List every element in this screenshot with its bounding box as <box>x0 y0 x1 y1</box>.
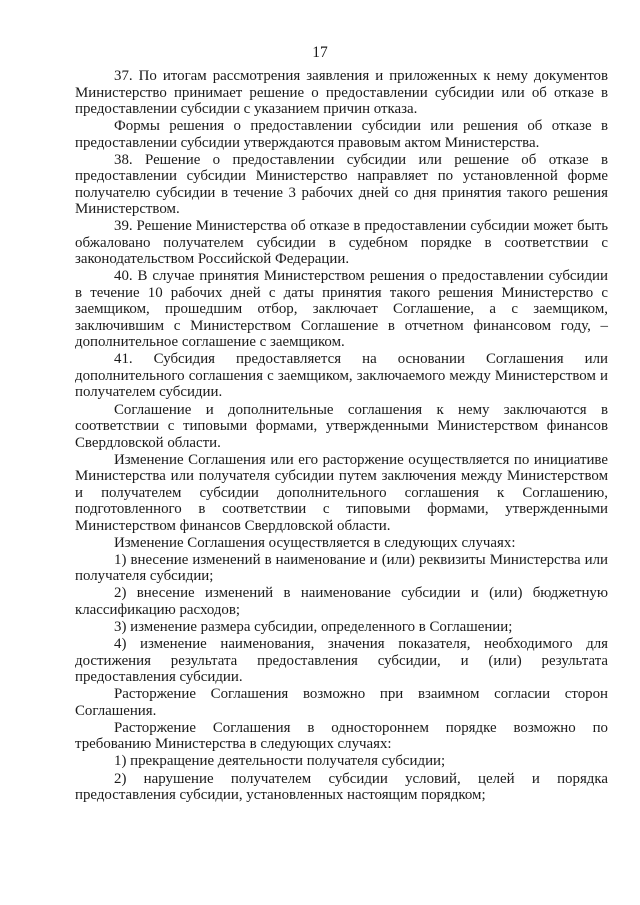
paragraph-agreement-change-initiative: Изменение Соглашения или его расторжение осуществляется по инициативе Министерства или получателя субсидии путем заключения между Министерством и получателем субсидии дополнительного соглашения к Соглашению, подготовленного в соответствии с типовыми формами, утвержденными Министерством финансов Свердловской области. <box>75 451 608 534</box>
document-body <box>75 68 608 804</box>
list-item-change-3: 3) изменение размера субсидии, определенного в Соглашении; <box>114 619 513 636</box>
list-item-change-1: 1) внесение изменений в наименование и (или) реквизиты Министерства или получателя субсидии; <box>75 551 608 585</box>
paragraph-change-cases-intro: Изменение Соглашения осуществляется в следующих случаях: <box>114 534 516 551</box>
paragraph-unilateral-termination-intro: Расторжение Соглашения в одностороннем порядке возможно по требованию Министерства в следующих случаях: <box>75 719 608 753</box>
paragraph-decision-forms: Формы решения о предоставлении субсидии или решения об отказе в предоставлении субсидии утверждаются правовым актом Министерства. <box>75 118 608 151</box>
paragraph-40: 40. В случае принятия Министерством решения о предоставлении субсидии в течение 10 рабочих дней с даты принятия такого решения Министерство с заемщиком, прошедшим отбор, заключает Соглашение, а с заемщиком, заключившим с Министерством Соглашение в отчетном финансовом году, – дополнительное соглашение с заемщиком. <box>75 268 608 351</box>
list-item-termination-1: 1) прекращение деятельности получателя субсидии; <box>114 753 446 770</box>
list-item-termination-2: 2) нарушение получателем субсидии условий, целей и порядка предоставления субсидии, установленных настоящим порядком; <box>75 770 608 803</box>
paragraph-37: 37. По итогам рассмотрения заявления и приложенных к нему документов Министерство принимает решение о предоставлении субсидии или об отказе в предоставлении субсидии с указанием причин отказа. <box>75 68 608 117</box>
paragraph-38: 38. Решение о предоставлении субсидии или решение об отказе в предоставлении субсидии Министерство направляет по установленной форме получателю субсидии в течение 3 рабочих дней со дня принятия такого решения Министерством. <box>75 151 608 218</box>
paragraph-41: 41. Субсидия предоставляется на основании Соглашения или дополнительного соглашения с заемщиком, заключаемого между Министерством и получателем субсидии. <box>75 351 608 401</box>
paragraph-39: 39. Решение Министерства об отказе в предоставлении субсидии может быть обжаловано получателем субсидии в судебном порядке в соответствии с законодательством Российской Федерации. <box>75 218 608 268</box>
page-number: 17 <box>312 44 328 61</box>
list-item-change-2: 2) внесение изменений в наименование субсидии и (или) бюджетную классификацию расходов; <box>75 585 608 618</box>
list-item-change-4: 4) изменение наименования, значения показателя, необходимого для достижения результата предоставления субсидии, и (или) результата предоставления субсидии. <box>75 636 608 686</box>
paragraph-agreement-forms: Соглашение и дополнительные соглашения к нему заключаются в соответствии с типовыми формами, утвержденными Министерством финансов Свердловской области. <box>75 401 608 451</box>
paragraph-mutual-termination: Расторжение Соглашения возможно при взаимном согласии сторон Соглашения. <box>75 686 608 719</box>
